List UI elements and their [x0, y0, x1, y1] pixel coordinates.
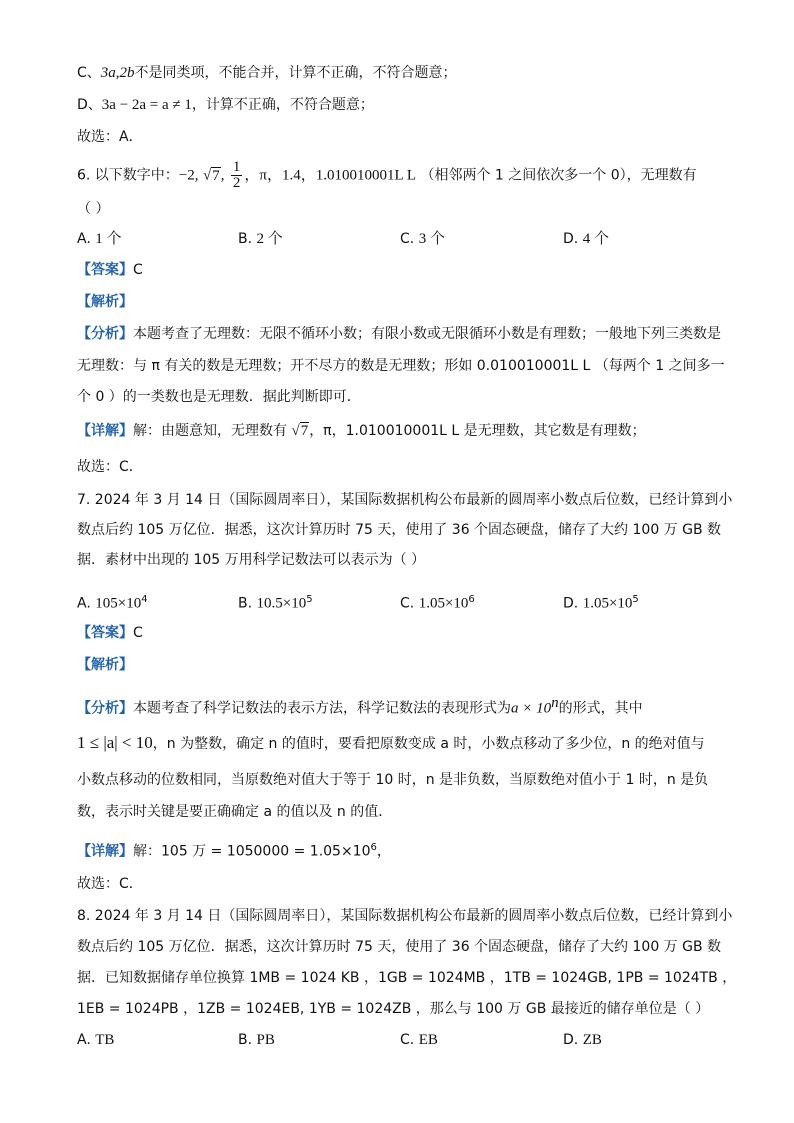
option-text: 1.05×10	[418, 595, 469, 612]
option-text: 4 个	[582, 231, 609, 247]
option-text: 10.5×10	[256, 595, 307, 612]
answer-select-a: 故选：A．	[77, 129, 143, 145]
option-text: PB	[256, 1032, 275, 1048]
q8-option-b	[238, 1030, 275, 1050]
analysis-6-label: 【解析】	[77, 294, 133, 310]
detail-7: 【详解】解：105 万 = $1050000 = 1.05\times 10^6$，	[77, 842, 391, 860]
analysis-6-line-3: 个 0 ）的一类数也是无理数．据此判断即可．	[77, 389, 361, 405]
q6-option-a	[77, 229, 122, 249]
option-d-prefix: D、	[77, 97, 102, 113]
option-label: B.	[238, 1032, 257, 1048]
option-label: D.	[563, 1032, 583, 1048]
question-8-line-4: 1EB = 1024PB ，1ZB = 1024EB, 1YB = 1024ZB ，那么与 100 万 GB 最接近的储存单位是（ ）	[77, 1001, 710, 1017]
option-label: C.	[400, 1032, 419, 1048]
option-text: 105×10	[95, 595, 142, 612]
question-7-line-2: 数点后约 105 万亿位．据悉，这次计算历时 75 天，使用了 36 个固态硬盘，储存了大约 100 万 GB 数	[77, 522, 722, 538]
q6-sqrt-seven: √7	[202, 167, 220, 184]
q6-numbers: ，π，1.4，1.010010001L L	[244, 167, 417, 184]
answer-select-c-7: 故选：C．	[77, 876, 143, 892]
q6-option-b	[238, 229, 283, 249]
q6-fraction-half: $\frac{1}{2}$	[232, 159, 241, 191]
answer-value: C	[133, 262, 143, 278]
option-text: EB	[418, 1032, 438, 1048]
option-exponent: 5	[632, 594, 639, 605]
detail-6: 【详解】解：由题意知，无理数有 √7，π，1.010010001L L 是无理数，其它数是有理数；	[77, 423, 646, 439]
option-text: 3 个	[418, 231, 445, 247]
option-text: 1.05×10	[582, 595, 633, 612]
question-8-line-2: 数点后约 105 万亿位．据悉，这次计算历时 75 天，使用了 36 个固态硬盘，储存了大约 100 万 GB 数	[77, 939, 722, 955]
q8-option-d	[563, 1030, 602, 1050]
question-7-line-1: 7. 2024 年 3 月 14 日（国际圆周率日），某国际数据机构公布最新的圆周率小数点后位数，已经计算到小	[77, 492, 733, 508]
q8-option-c	[400, 1030, 438, 1050]
analysis-7-line-1: 【分析】本题考查了科学记数法的表示方法，科学记数法的表现形式为$a \times 10^n$的形式，其中	[77, 695, 643, 717]
option-text: 1 个	[95, 231, 122, 247]
question-6-stem: 6. 以下数字中：−2, √7, $\frac{1}{2}$ ，π，1.4，1.010010001L L （相邻两个 1 之间依次多一个 0），无理数有	[77, 159, 697, 191]
option-label: B.	[238, 595, 257, 612]
option-label: D.	[563, 231, 583, 247]
analysis-6-line-1: 【分析】本题考查了无理数：无限不循环小数；有限小数或无限循环小数是有理数；一般地下列三类数是	[77, 326, 721, 342]
q6-text: （相邻两个 1 之间依次多一个 0），无理数有	[416, 167, 697, 184]
q7-option-d	[563, 590, 639, 614]
q6-option-d	[563, 229, 609, 249]
analysis-7-label: 【解析】	[77, 657, 133, 673]
analysis-7-line-3: 小数点移动的位数相同，当原数绝对值大于等于 10 时，n 是非负数，当原数绝对值小于 1 时，n 是负	[77, 772, 709, 788]
q7-option-a	[77, 590, 148, 614]
question-7-line-3: 据．素材中出现的 105 万用科学记数法可以表示为（ ）	[77, 552, 426, 568]
option-label: A.	[77, 595, 96, 612]
option-c-prefix: C、	[77, 65, 101, 81]
answer-7: 【答案】C	[77, 625, 143, 641]
detail6-sqrt-seven: √7	[291, 423, 309, 439]
option-d-text: ，计算不正确，不符合题意；	[191, 97, 374, 113]
answer-6	[77, 260, 143, 280]
option-text: ZB	[582, 1032, 602, 1048]
q6-option-c	[400, 229, 445, 249]
option-c-explanation	[77, 63, 457, 83]
option-c-expression: 3a,2b	[100, 65, 135, 81]
analysis-7-line-2: 1 ≤ |a| < 10，n 为整数，确定 n 的值时，要看把原数变成 a 时，小数点移动了多少位，n 的绝对值与	[77, 733, 705, 752]
option-label: D.	[563, 595, 583, 612]
option-label: B.	[238, 231, 257, 247]
analysis-7-line-4: 数，表示时关键是要正确确定 a 的值以及 n 的值．	[77, 804, 393, 820]
option-d-explanation	[77, 95, 374, 115]
question-8-line-3: 据．已知数据储存单位换算 1MB = 1024 KB ，1GB = 1024MB ，1TB = 1024GB, 1PB = 1024TB ，	[77, 970, 737, 986]
analysis-6-line-2: 无理数：与 π 有关的数是无理数；开不尽方的数是无理数；形如 0.010010001L L （每两个 1 之间多一	[77, 358, 725, 374]
q6-neg-two: −2,	[178, 167, 199, 184]
option-exponent: 4	[141, 594, 148, 605]
option-label: A.	[77, 1032, 96, 1048]
option-label: C.	[400, 595, 419, 612]
option-text: 2 个	[256, 231, 283, 247]
answer-select-c-6: 故选：C．	[77, 459, 143, 475]
answer-label: 【答案】	[77, 262, 133, 278]
question-6-paren: （ ）	[77, 201, 110, 217]
q6-intro: 6. 以下数字中：	[77, 167, 179, 184]
option-label: C.	[400, 231, 419, 247]
option-d-expression: 3a − 2a = a ≠ 1	[101, 97, 192, 113]
option-exponent: 6	[468, 594, 475, 605]
q7-option-c	[400, 590, 475, 614]
option-c-text: 不是同类项，不能合并，计算不正确，不符合题意；	[134, 65, 457, 81]
question-8-line-1: 8. 2024 年 3 月 14 日（国际圆周率日），某国际数据机构公布最新的圆周率小数点后位数，已经计算到小	[77, 908, 733, 924]
q8-option-a	[77, 1030, 114, 1050]
q7-option-b	[238, 590, 313, 614]
option-exponent: 5	[306, 594, 313, 605]
option-label: A.	[77, 231, 96, 247]
option-text: TB	[95, 1032, 115, 1048]
